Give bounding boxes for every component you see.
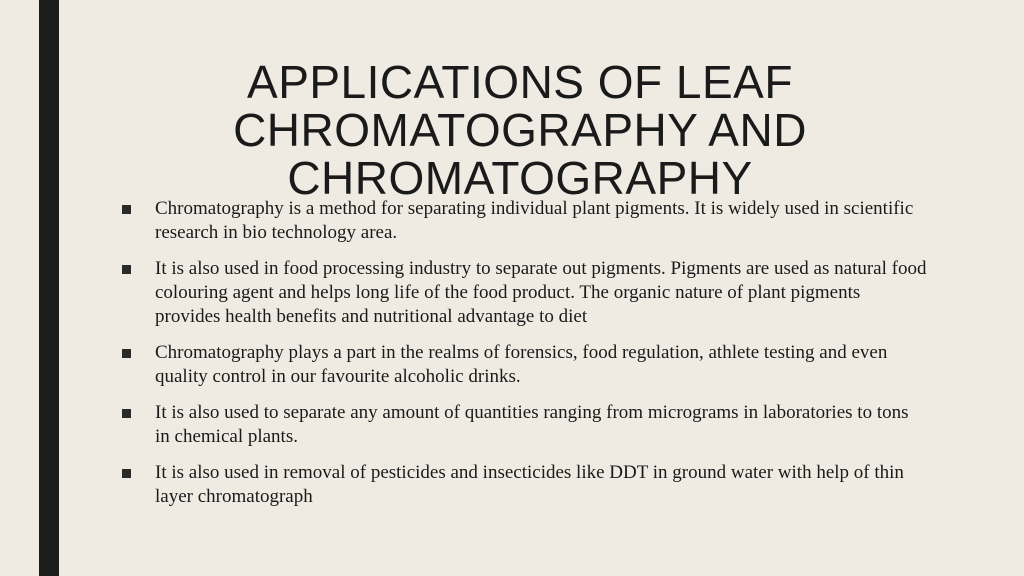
bullet-item-5: [118, 461, 928, 509]
square-bullet-icon: [122, 349, 131, 358]
slide-title: [200, 58, 840, 202]
square-bullet-icon: [122, 409, 131, 418]
bullet-item-3: [118, 341, 928, 389]
bullet-text-5: It is also used in removal of pesticides and insecticides like DDT in ground water with help of thin layer chromatograph: [155, 462, 904, 507]
square-bullet-icon: [122, 469, 131, 478]
bullet-text-4: It is also used to separate any amount of quantities ranging from micrograms in laboratories to tons in chemical plants.: [155, 402, 909, 447]
bullet-text-2: It is also used in food processing industry to separate out pigments. Pigments are used as natural food colouring agent and helps long life of the food product. The organic nature of plant pigments provides health benefits and nutritional advantage to diet: [155, 258, 927, 327]
bullet-item-4: [118, 401, 928, 449]
title-line-2: CHROMATOGRAPHY AND: [233, 104, 807, 156]
bullet-text-3: Chromatography plays a part in the realms of forensics, food regulation, athlete testing and even quality control in our favourite alcoholic drinks.: [155, 342, 888, 387]
square-bullet-icon: [122, 265, 131, 274]
square-bullet-icon: [122, 205, 131, 214]
bullet-text-1: Chromatography is a method for separating individual plant pigments. It is widely used in scientific research in bio technology area.: [155, 198, 914, 243]
bullet-item-1: [118, 197, 928, 245]
bullet-item-2: [118, 257, 928, 329]
accent-side-bar: [39, 0, 59, 576]
title-line-3: CHROMATOGRAPHY: [287, 152, 753, 204]
bullet-list: [118, 197, 928, 521]
title-line-1: APPLICATIONS OF LEAF: [247, 56, 793, 108]
